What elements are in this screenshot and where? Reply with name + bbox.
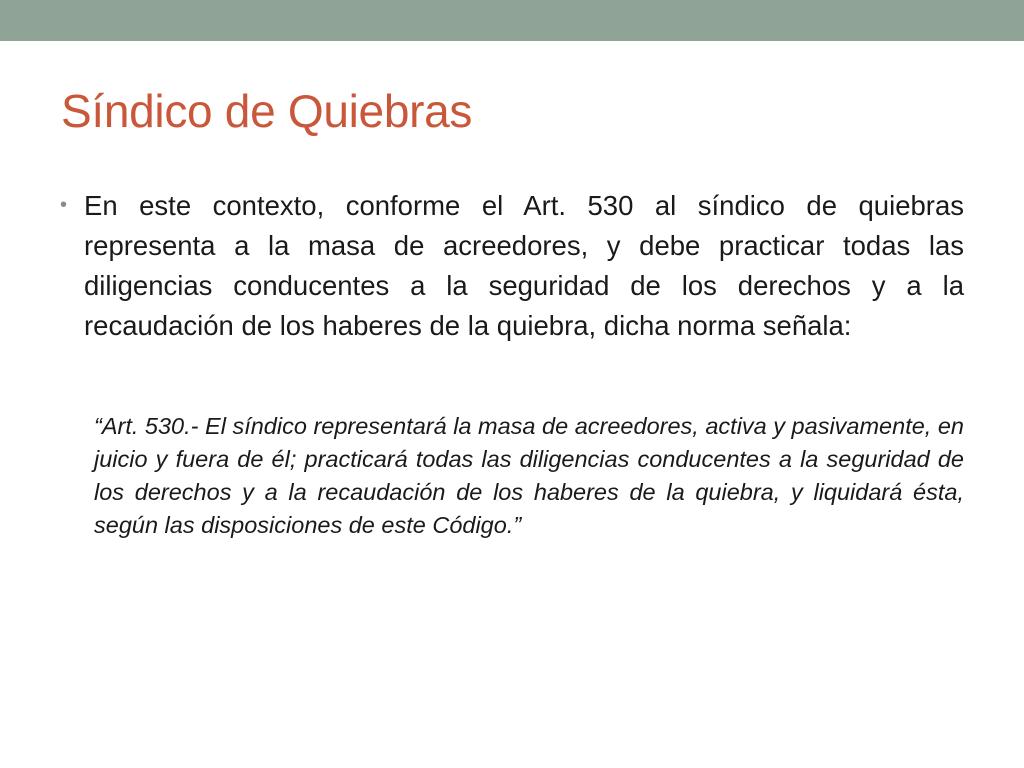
bullet-dot-icon: • bbox=[60, 194, 68, 216]
bullet-item bbox=[58, 186, 964, 346]
slide-title: Síndico de Quiebras bbox=[61, 85, 473, 137]
bullet-text: En este contexto, conforme el Art. 530 al síndico de quiebras representa a la masa de acreedores, y debe practicar todas las diligencias conducentes a la seguridad de los derechos y a la recaudación de los haberes de la quiebra, dicha norma señala: bbox=[84, 190, 964, 341]
top-accent-band bbox=[0, 0, 1024, 41]
slide-body bbox=[58, 186, 964, 542]
article-quote: “Art. 530.- El síndico representará la masa de acreedores, activa y pasivamente, en juicio y fuera de él; practicará todas las diligencias conducentes a la seguridad de los derechos y a la recaudación de los haberes de la quiebra, y liquidará ésta, según las disposiciones de este Código.” bbox=[94, 413, 964, 538]
